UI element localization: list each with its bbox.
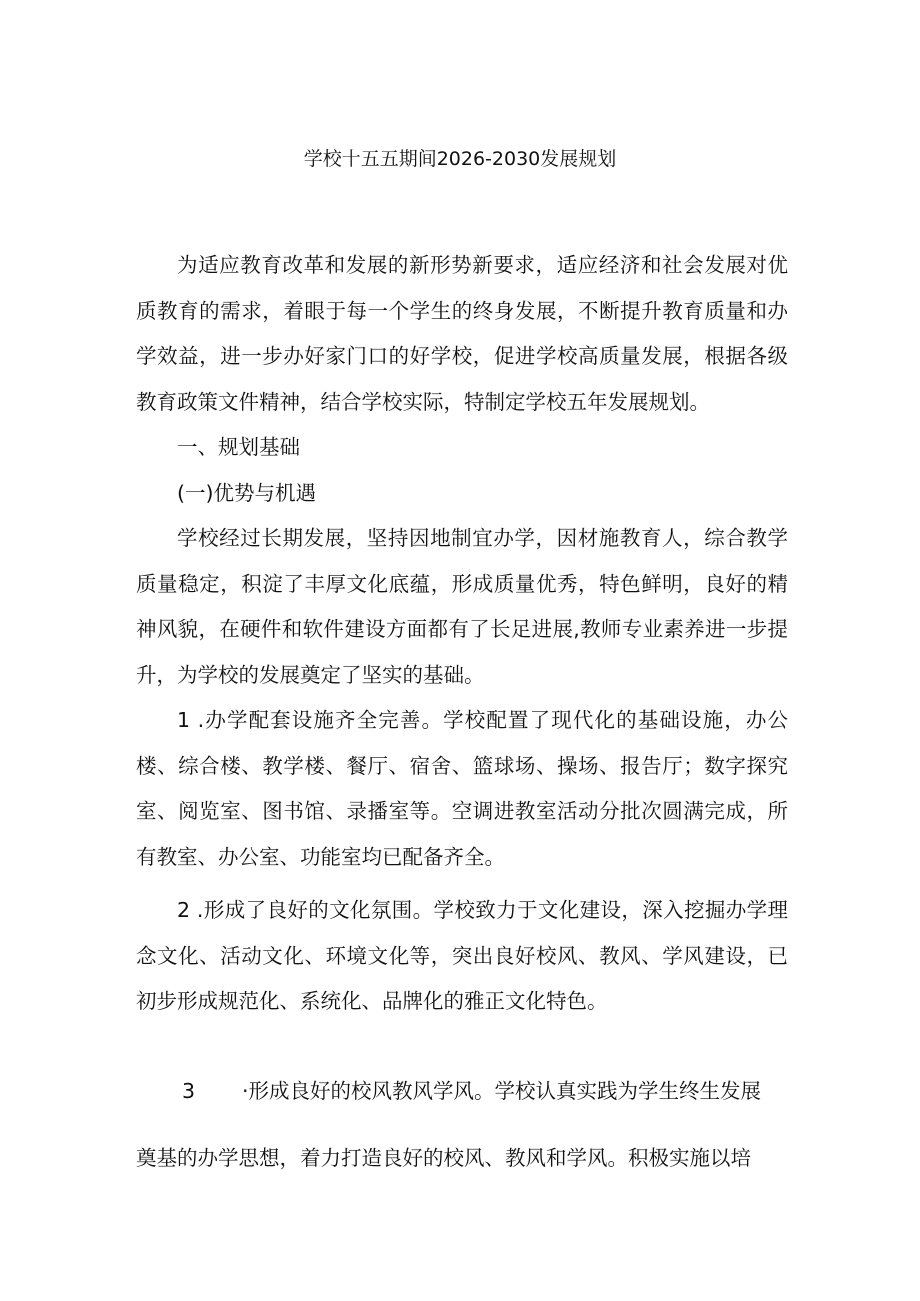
strengths-paragraph: 学校经过长期发展，坚持因地制宜办学，因材施教育人，综合教学质量稳定，积淀了丰厚文化底蕴，形成质量优秀，特色鲜明，良好的精神风貌，在硬件和软件建设方面都有了长足进展,教师专业素养进一步提升，为学校的发展奠定了坚实的基础。 bbox=[136, 526, 788, 687]
item-3-number: 3 bbox=[182, 1079, 196, 1103]
subsection-heading-strengths: (一)优势与机遇 bbox=[177, 480, 316, 505]
document-body bbox=[136, 243, 788, 1025]
item-2-paragraph: 2 .形成了良好的文化氛围。学校致力于文化建设，深入挖掘办学理念文化、活动文化、环境文化等，突出良好校风、教风、学风建设，已初步形成规范化、系统化、品牌化的雅正文化特色。 bbox=[136, 898, 788, 1013]
item-3-line-1: ·形成良好的校风教风学风。学校认真实践为学生终生发展 bbox=[242, 1079, 762, 1103]
item-3-line-2: 奠基的办学思想，着力打造良好的校风、教风和学风。积极实施以培 bbox=[136, 1145, 751, 1170]
item-1-paragraph: 1 .办学配套设施齐全完善。学校配置了现代化的基础设施，办公楼、综合楼、教学楼、餐厅、宿舍、篮球场、操场、报告厅；数字探究室、阅览室、图书馆、录播室等。空调进教室活动分批次圆满完成，所有教室、办公室、功能室均已配备齐全。 bbox=[136, 708, 788, 869]
item-3-paragraph bbox=[136, 1069, 788, 1181]
section-heading-planning-basis: 一、规划基础 bbox=[177, 435, 300, 459]
item-3-first-line bbox=[136, 1069, 788, 1115]
document-title: 学校十五五期间2026-2030发展规划 bbox=[303, 148, 617, 170]
intro-paragraph: 为适应教育改革和发展的新形势新要求，适应经济和社会发展对优质教育的需求，着眼于每一个学生的终身发展，不断提升教育质量和办学效益，进一步办好家门口的好学校，促进学校高质量发展，根据各级教育政策文件精神，结合学校实际，特制定学校五年发展规划。 bbox=[136, 253, 788, 414]
